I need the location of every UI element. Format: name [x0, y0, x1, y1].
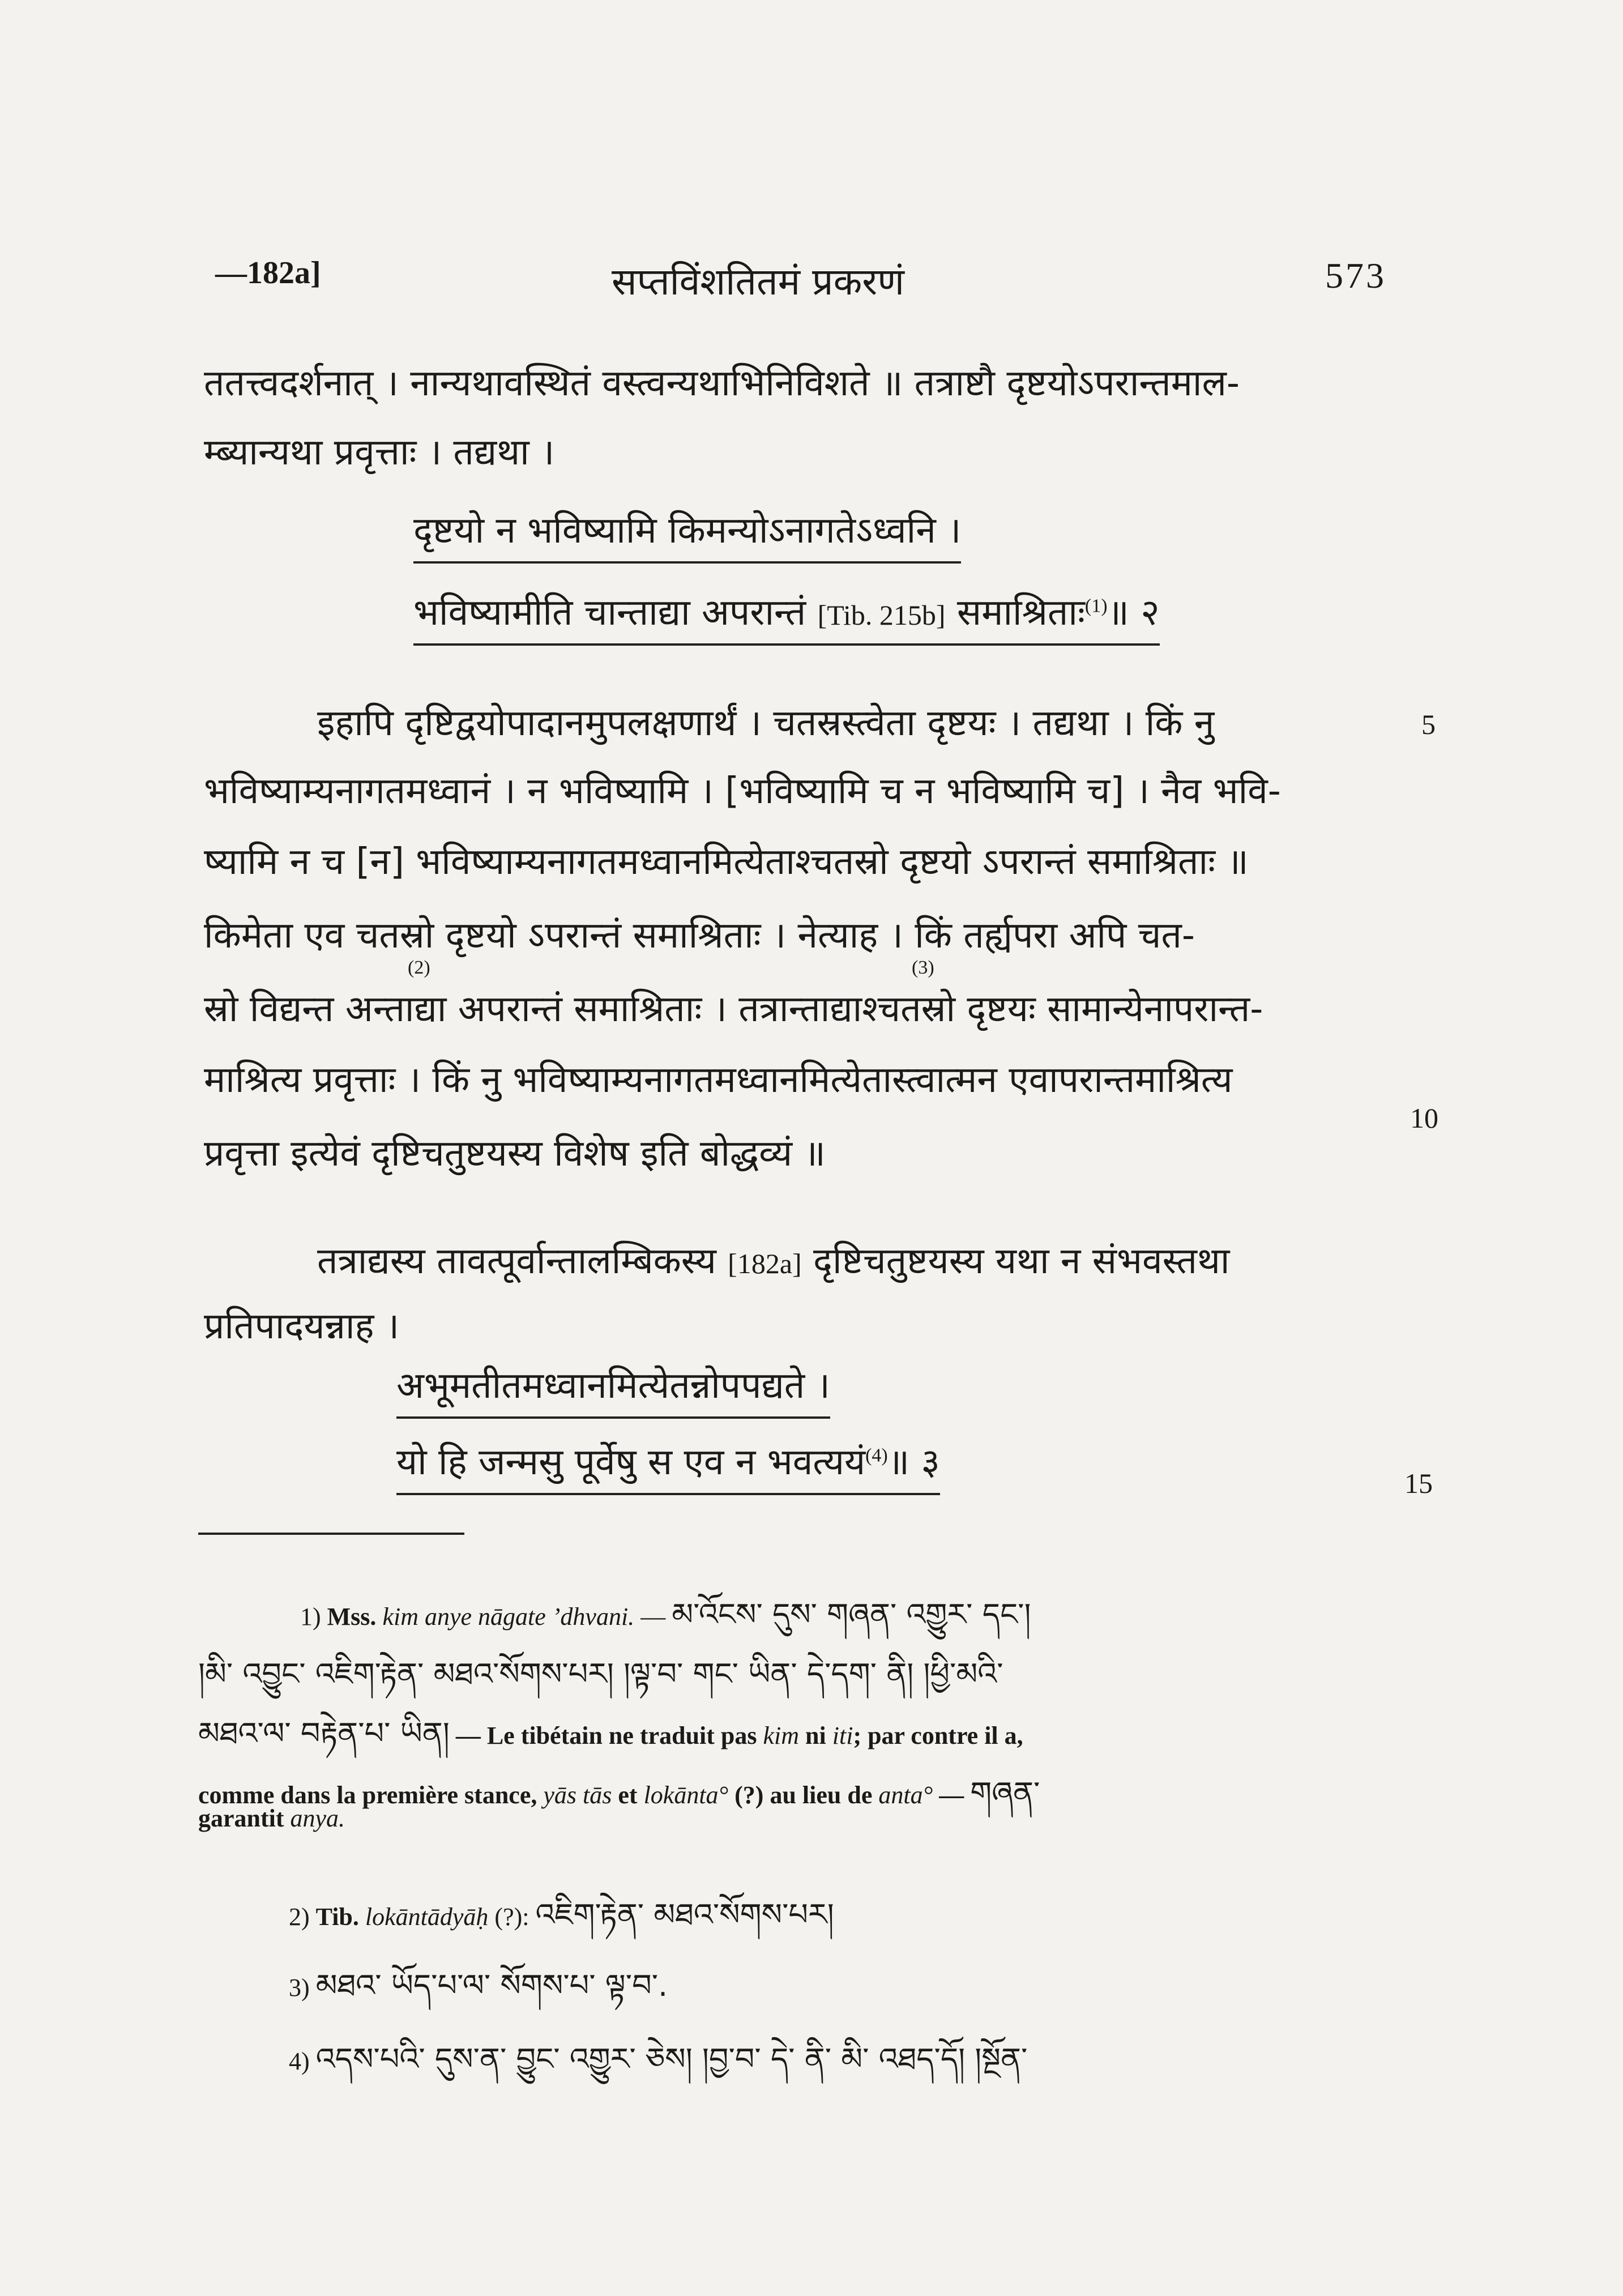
header-reference: —182a]: [215, 255, 321, 291]
footnote-2-tibetan: འཇིག་རྟེན་ མཐའ་སོགས་པར།: [535, 1897, 834, 1932]
footnote-separator: [198, 1533, 464, 1535]
footnote-3-number: 3): [289, 1974, 310, 2001]
paragraph-line-3: ष्यामि न च [न] भविष्याम्यनागतमध्वानमित्येताश्चतस्रो दृष्टयो ऽपरान्तं समाश्रिताः ॥: [204, 841, 1249, 883]
footnote-4: [289, 2025, 1027, 2111]
footnote-1-et: et: [618, 1781, 638, 1809]
intro-line-1-text: तत्राद्यस्य तावत्पूर्वान्तालम्बिकस्य: [317, 1240, 716, 1282]
tibetan-folio-ref: [Tib. 215b]: [817, 599, 946, 631]
paragraph-line-1: इहापि दृष्टिद्वयोपादानमुपलक्षणार्थं । चतस्रस्त्वेता दृष्टयः । तद्यथा । किं नु: [317, 702, 1215, 744]
folio-ref-182a: [182a]: [728, 1248, 802, 1279]
footnote-1-iti: iti: [832, 1722, 853, 1749]
footnote-1-lokanta: lokānta°: [643, 1781, 729, 1809]
footnote-1-garantit: garantit: [198, 1804, 284, 1832]
footnote-1-anya: anya.: [290, 1804, 345, 1832]
verse-2-line-b: [413, 586, 1160, 646]
verse-2-number: ॥ २: [1107, 592, 1160, 634]
line-number-5: 5: [1421, 709, 1436, 740]
body-line-2: म्ब्यान्यथा प्रवृत्ताः । तद्यथा ।: [204, 432, 555, 473]
line-number-15: 15: [1404, 1467, 1433, 1499]
footnote-marker-4: (4): [865, 1445, 888, 1466]
footnote-1-comment-3: comme dans la première stance,: [198, 1781, 537, 1809]
footnote-marker-3: (3): [912, 957, 934, 978]
paragraph-line-4: किमेता एव चतस्रो दृष्टयो ऽपरान्तं समाश्रिताः । नेत्याह । किं तर्ह्यपरा अपि चत-: [204, 915, 1195, 957]
intro-line-1: [317, 1235, 1229, 1284]
footnote-1-number: 1): [300, 1603, 321, 1631]
footnote-1-comment-1: — Le tibétain ne traduit pas: [455, 1722, 757, 1749]
chapter-title: सप्तविंशतितमं प्रकरणं: [612, 260, 904, 304]
footnote-marker-1: (1): [1084, 595, 1108, 617]
footnote-1-tibetan-4: གཞན་: [970, 1775, 1040, 1811]
paragraph-line-6: माश्रित्य प्रवृत्ताः । किं नु भविष्याम्यनागतमध्वानमित्येतास्त्वात्मन एवापरान्तमाश्रित्य: [204, 1059, 1233, 1101]
footnote-1-anta: anta°: [878, 1781, 933, 1809]
footnote-1-kim: kim: [763, 1722, 800, 1749]
footnote-1-au-lieu: (?) au lieu de: [734, 1781, 873, 1809]
intro-line-1-end: दृष्टिचतुष्टयस्य यथा न संभवस्तथा: [813, 1240, 1230, 1282]
footnote-1-yas-tas: yās tās: [543, 1781, 612, 1809]
footnote-1-ni: ni: [805, 1722, 826, 1749]
page-number: 573: [1325, 255, 1386, 296]
footnote-4-tibetan: འདས་པའི་ དུས་ན་ བྱུང་ འགྱུར་ ཅེས། །བྱ་བ་ དེ་ ནི་ མི་ འཐད་དོ། །སྔོན་: [315, 2041, 1028, 2077]
footnote-1-tibetan-1: མ་འོངས་ དུས་ གཞན་ འགྱུར་ དང་།: [672, 1597, 1031, 1632]
footnote-1-tibetan-2: །མི་ འབྱུང་ འཇིག་རྟེན་ མཐའ་སོགས་པར། །ལྟ་བ་ གང་ ཡིན་ དེ་དག་ ནི། །ཕྱི་མའི་: [198, 1656, 1003, 1692]
footnote-2-query: (?):: [494, 1903, 529, 1931]
footnote-1-tibetan-3: མཐའ་ལ་ བརྟེན་པ་ ཡིན།: [198, 1715, 450, 1751]
footnote-2-number: 2): [289, 1903, 310, 1931]
footnote-4-number: 4): [289, 2047, 310, 2075]
footnote-1-dash: —: [640, 1603, 666, 1631]
footnote-marker-2: (2): [408, 957, 430, 978]
footnote-1-line-5: [198, 1804, 345, 1833]
paragraph-line-7: प्रवृत्ता इत्येवं दृष्टिचतुष्टयस्य विशेष इति बोद्धव्यं ॥: [204, 1133, 826, 1175]
footnote-1-comment-2: ; par contre il a,: [853, 1722, 1023, 1749]
footnote-1-lead: Mss.: [327, 1603, 377, 1631]
footnote-2-lead: Tib.: [315, 1903, 359, 1931]
verse-2-line-b-end: समाश्रिताः: [956, 592, 1085, 634]
footnote-3-tibetan: མཐའ་ ཡོད་པ་ལ་ སོགས་པ་ ལྟ་བ་.: [315, 1968, 668, 2003]
verse-2-line-b-text: भविष्यामीति चान्ताद्या अपरान्तं: [413, 592, 806, 634]
footnote-2-variant: lokāntādyāḥ: [365, 1903, 489, 1931]
paragraph-line-5: स्रो विद्यन्त अन्ताद्या अपरान्तं समाश्रिताः । तत्रान्ताद्याश्चतस्रो दृष्टयः सामान्येनापरान्त-: [204, 988, 1263, 1030]
verse-2-line-a: दृष्टयो न भविष्यामि किमन्योऽनागतेऽध्वनि ।: [413, 504, 961, 564]
footnote-1-dash-2: —: [939, 1781, 964, 1809]
verse-3-line-b-text: यो हि जन्मसु पूर्वेषु स एव न भवत्ययं: [396, 1441, 866, 1483]
verse-3-line-a: अभूमतीतमध्वानमित्येतन्नोपपद्यते ।: [396, 1359, 830, 1419]
body-line-1: ततत्त्वदर्शनात् । नान्यथावस्थितं वस्त्वन्यथाभिनिविशते ॥ तत्राष्टौ दृष्टयोऽपरान्तमाल-: [204, 362, 1240, 404]
line-number-10: 10: [1410, 1102, 1438, 1134]
paragraph-line-2: भविष्याम्यनागतमध्वानं । न भविष्यामि । [भविष्यामि च न भविष्यामि च] । नैव भवि-: [204, 770, 1281, 812]
verse-3-line-b: [396, 1436, 940, 1495]
intro-line-2: प्रतिपादयन्नाह ।: [204, 1305, 400, 1347]
verse-3-number: ॥ ३: [887, 1441, 940, 1483]
footnote-1-variant: kim anye nāgate ’dhvani.: [382, 1603, 635, 1631]
